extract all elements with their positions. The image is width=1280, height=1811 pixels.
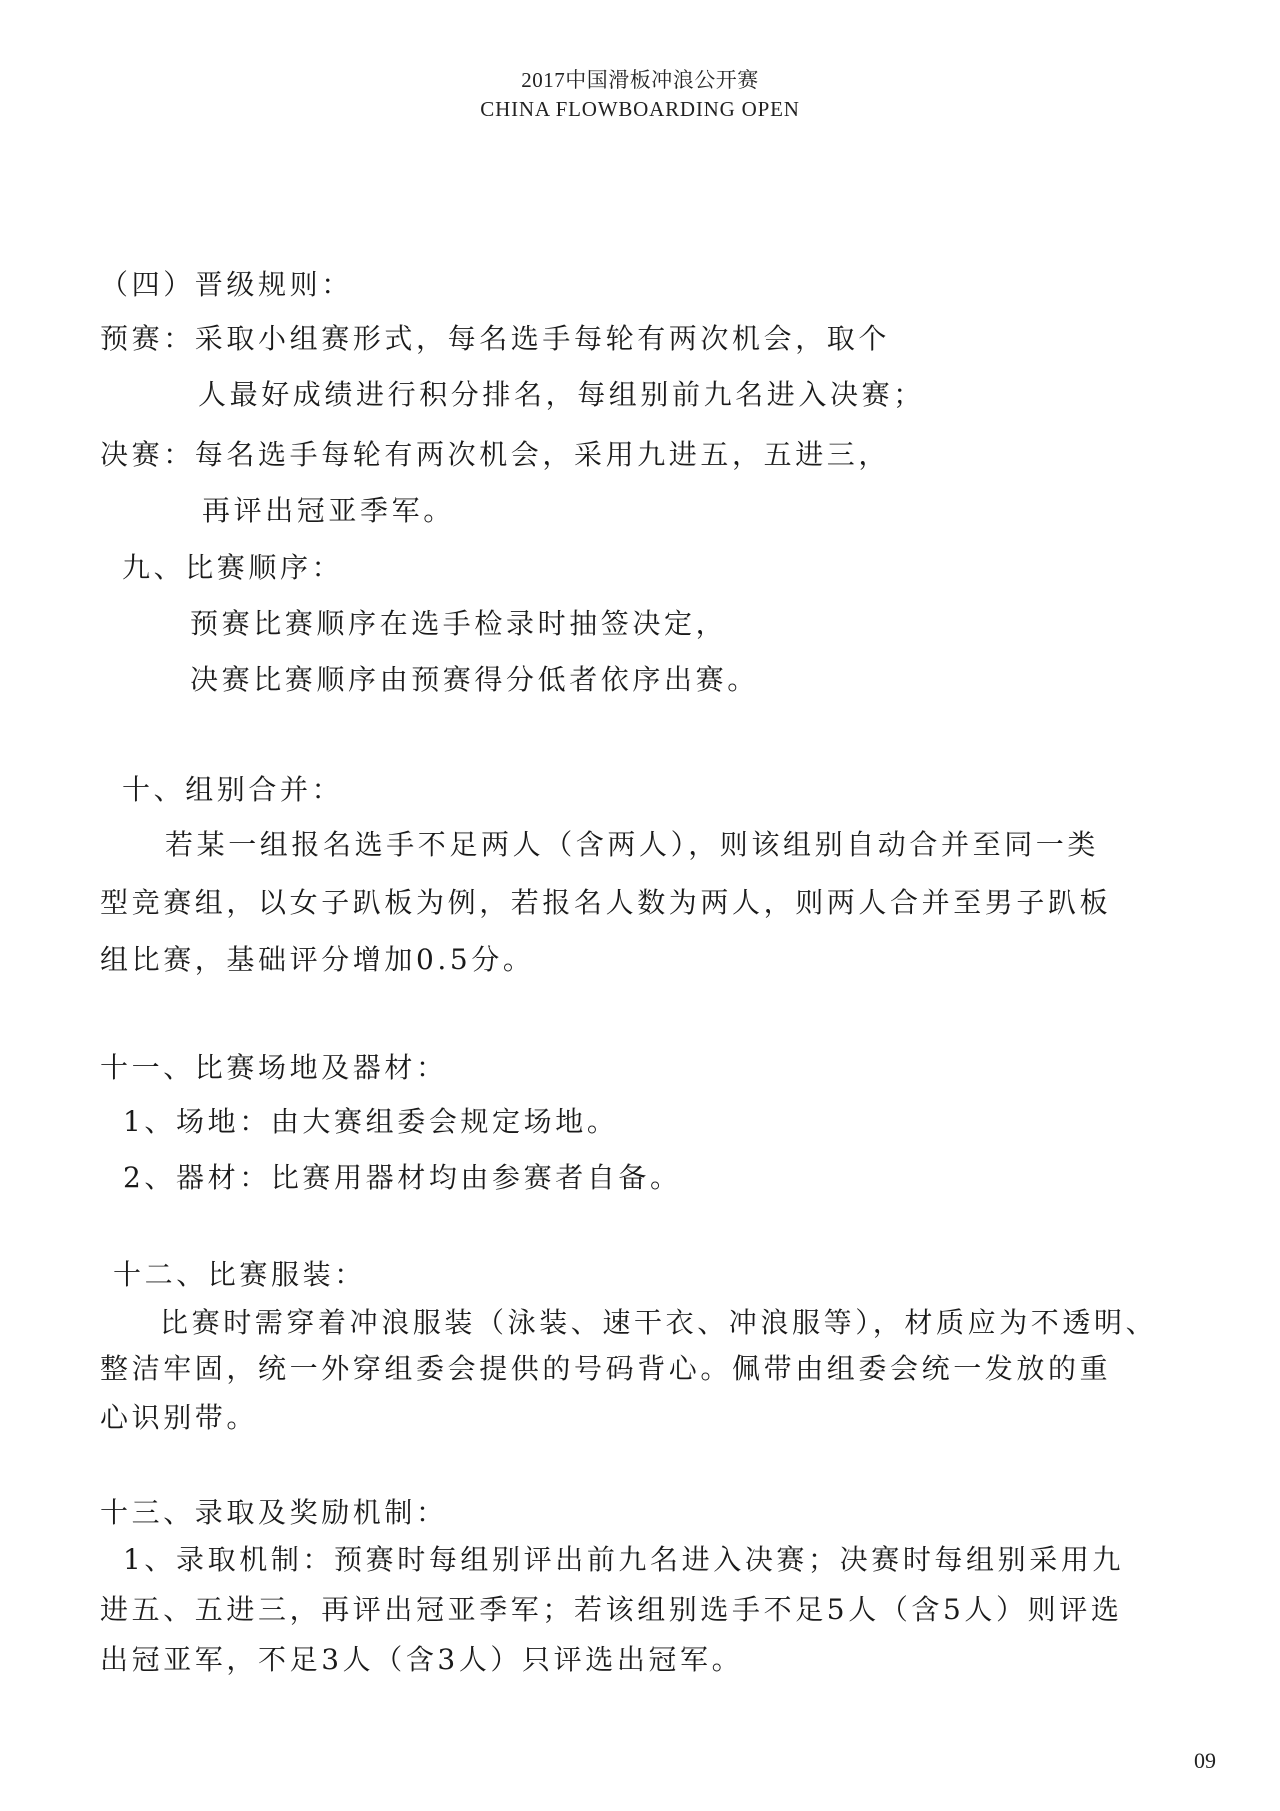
paragraph-line: 1、录取机制：预赛时每组别评出前九名进入决赛；决赛时每组别采用九 [123, 1543, 1125, 1576]
header-title-en: CHINA FLOWBOARDING OPEN [480, 97, 800, 121]
paragraph-line: 预赛：采取小组赛形式，每名选手每轮有两次机会，取个 [100, 322, 891, 355]
paragraph-line: 组比赛，基础评分增加0.5分。 [100, 943, 535, 976]
section-heading-merge: 十、组别合并： [122, 773, 344, 806]
paragraph-line: 人最好成绩进行积分排名，每组别前九名进入决赛； [198, 378, 925, 411]
paragraph-line: 若某一组报名选手不足两人（含两人），则该组别自动合并至同一类 [165, 828, 1100, 861]
page-number: 09 [1194, 1748, 1216, 1773]
paragraph-line: 进五、五进三，再评出冠亚季军；若该组别选手不足5人（含5人）则评选 [100, 1593, 1123, 1626]
paragraph-line: 决赛比赛顺序由预赛得分低者依序出赛。 [190, 663, 759, 696]
paragraph-line: 再评出冠亚季军。 [202, 494, 455, 527]
list-item: 1、场地：由大赛组委会规定场地。 [123, 1105, 619, 1138]
paragraph-line: 整洁牢固，统一外穿组委会提供的号码背心。佩带由组委会统一发放的重 [100, 1352, 1112, 1385]
paragraph-line: 型竞赛组，以女子趴板为例，若报名人数为两人，则两人合并至男子趴板 [100, 886, 1112, 919]
section-heading-advancement: （四）晋级规则： [100, 268, 353, 301]
header-title-cn: 2017中国滑板冲浪公开赛 [521, 68, 759, 92]
section-heading-awards: 十三、录取及奖励机制： [100, 1496, 448, 1529]
section-heading-attire: 十二、比赛服装： [113, 1258, 366, 1291]
section-heading-order: 九、比赛顺序： [122, 551, 344, 584]
paragraph-line: 预赛比赛顺序在选手检录时抽签决定， [190, 607, 728, 640]
paragraph-line: 决赛：每名选手每轮有两次机会，采用九进五，五进三， [100, 438, 891, 471]
list-item: 2、器材：比赛用器材均由参赛者自备。 [123, 1161, 682, 1194]
section-heading-venue: 十一、比赛场地及器材： [100, 1051, 448, 1084]
paragraph-line: 出冠亚军，不足3人（含3人）只评选出冠军。 [100, 1643, 744, 1676]
paragraph-line: 比赛时需穿着冲浪服装（泳装、速干衣、冲浪服等），材质应为不透明、 [160, 1306, 1158, 1339]
paragraph-line: 心识别带。 [100, 1401, 259, 1434]
